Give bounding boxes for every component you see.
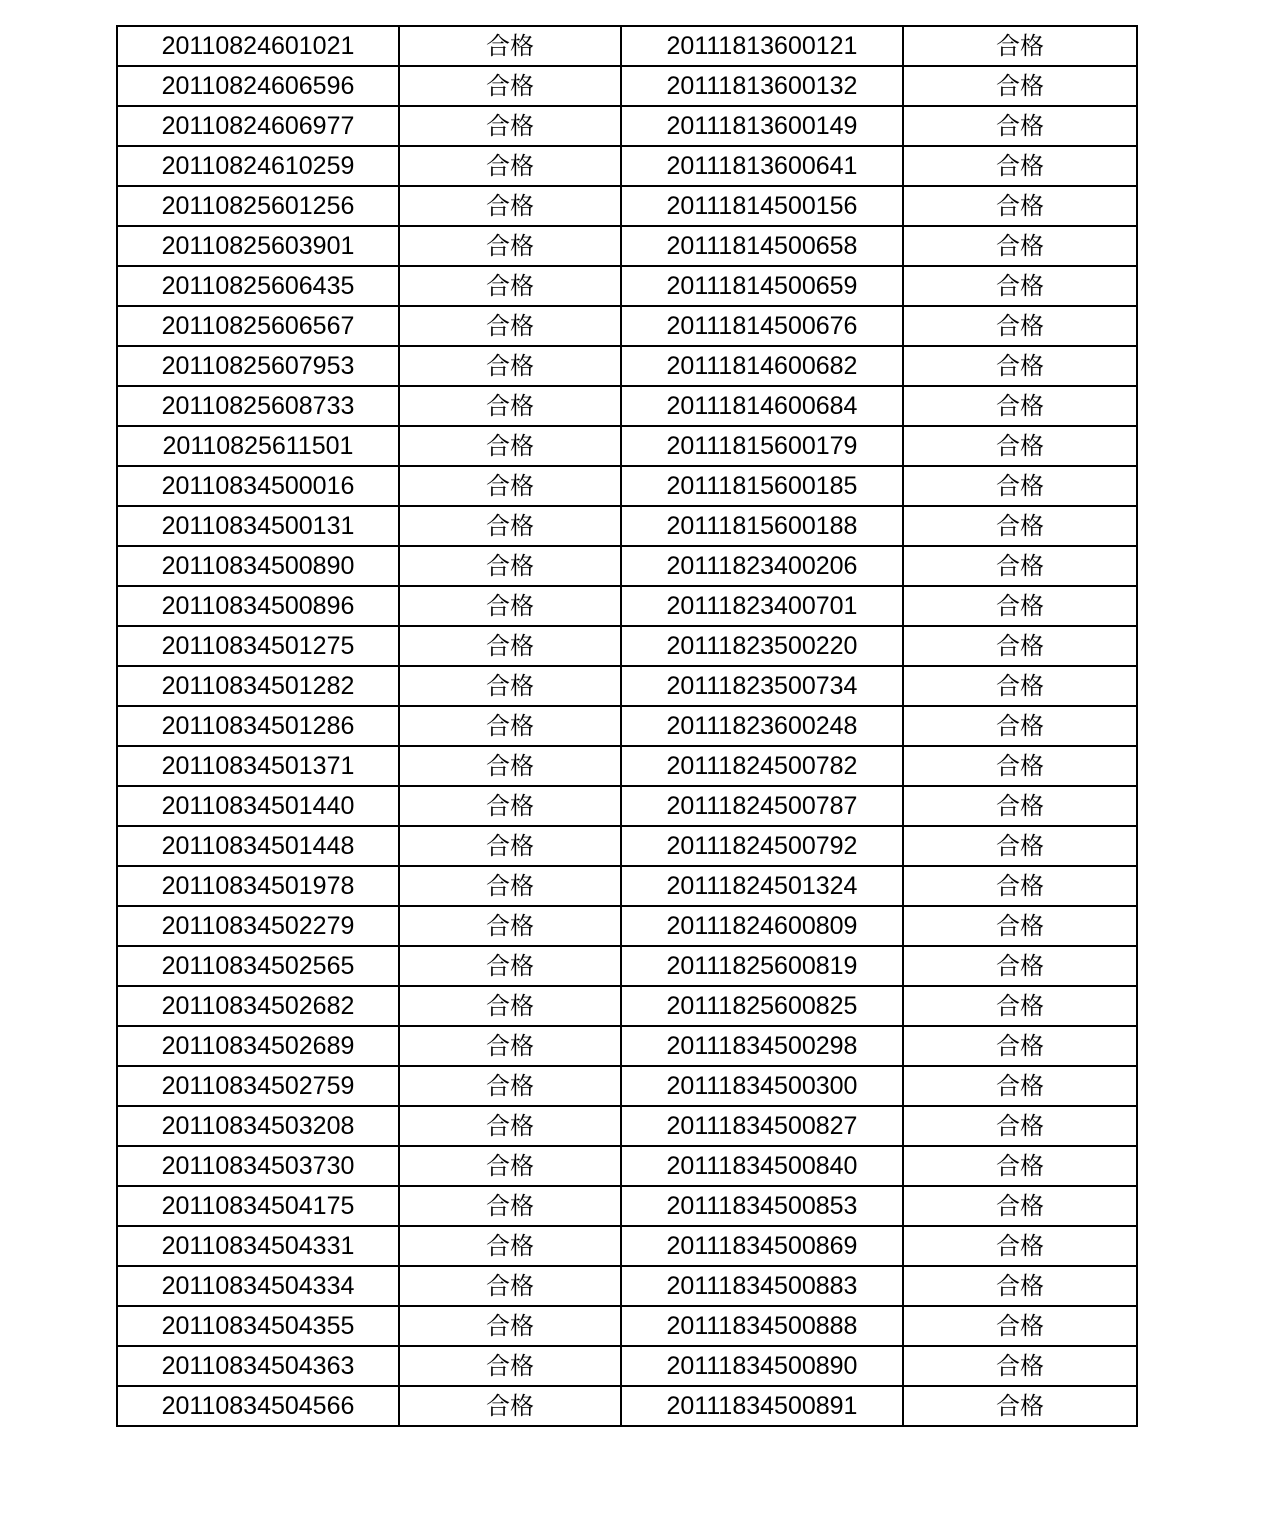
status-cell: 合格 bbox=[399, 306, 621, 346]
id-cell: 20110825603901 bbox=[117, 226, 399, 266]
table-row bbox=[117, 266, 1137, 306]
id-cell: 20111825600819 bbox=[621, 946, 903, 986]
status-cell: 合格 bbox=[399, 66, 621, 106]
table-row bbox=[117, 546, 1137, 586]
status-cell: 合格 bbox=[903, 66, 1137, 106]
status-cell: 合格 bbox=[903, 466, 1137, 506]
table-row bbox=[117, 466, 1137, 506]
table-row bbox=[117, 226, 1137, 266]
id-cell: 20111834500840 bbox=[621, 1146, 903, 1186]
id-cell: 20111824501324 bbox=[621, 866, 903, 906]
status-cell: 合格 bbox=[399, 466, 621, 506]
id-cell: 20110834504566 bbox=[117, 1386, 399, 1426]
status-cell: 合格 bbox=[903, 426, 1137, 466]
status-cell: 合格 bbox=[903, 1266, 1137, 1306]
id-cell: 20110834500131 bbox=[117, 506, 399, 546]
status-cell: 合格 bbox=[399, 106, 621, 146]
id-cell: 20110834500896 bbox=[117, 586, 399, 626]
id-cell: 20111815600188 bbox=[621, 506, 903, 546]
status-cell: 合格 bbox=[903, 826, 1137, 866]
table-row bbox=[117, 1066, 1137, 1106]
id-cell: 20110834502682 bbox=[117, 986, 399, 1026]
status-cell: 合格 bbox=[903, 1026, 1137, 1066]
status-cell: 合格 bbox=[399, 26, 621, 66]
table-row bbox=[117, 906, 1137, 946]
id-cell: 20111834500300 bbox=[621, 1066, 903, 1106]
status-cell: 合格 bbox=[903, 1386, 1137, 1426]
status-cell: 合格 bbox=[903, 546, 1137, 586]
status-cell: 合格 bbox=[399, 626, 621, 666]
id-cell: 20111813600641 bbox=[621, 146, 903, 186]
id-cell: 20111823500734 bbox=[621, 666, 903, 706]
status-cell: 合格 bbox=[903, 1066, 1137, 1106]
results-table-body bbox=[117, 26, 1137, 1426]
table-row bbox=[117, 1026, 1137, 1066]
status-cell: 合格 bbox=[903, 746, 1137, 786]
id-cell: 20111825600825 bbox=[621, 986, 903, 1026]
id-cell: 20110825606435 bbox=[117, 266, 399, 306]
status-cell: 合格 bbox=[399, 1146, 621, 1186]
id-cell: 20111813600149 bbox=[621, 106, 903, 146]
status-cell: 合格 bbox=[399, 1066, 621, 1106]
status-cell: 合格 bbox=[399, 986, 621, 1026]
table-row bbox=[117, 386, 1137, 426]
status-cell: 合格 bbox=[903, 986, 1137, 1026]
id-cell: 20111823500220 bbox=[621, 626, 903, 666]
status-cell: 合格 bbox=[903, 186, 1137, 226]
id-cell: 20111814500156 bbox=[621, 186, 903, 226]
id-cell: 20110834501448 bbox=[117, 826, 399, 866]
table-row bbox=[117, 506, 1137, 546]
id-cell: 20111824500787 bbox=[621, 786, 903, 826]
table-row bbox=[117, 186, 1137, 226]
id-cell: 20111823600248 bbox=[621, 706, 903, 746]
status-cell: 合格 bbox=[399, 1386, 621, 1426]
id-cell: 20111814600684 bbox=[621, 386, 903, 426]
id-cell: 20110834503730 bbox=[117, 1146, 399, 1186]
status-cell: 合格 bbox=[399, 1226, 621, 1266]
id-cell: 20110834502279 bbox=[117, 906, 399, 946]
table-row bbox=[117, 1346, 1137, 1386]
status-cell: 合格 bbox=[399, 1106, 621, 1146]
table-row bbox=[117, 1186, 1137, 1226]
status-cell: 合格 bbox=[399, 746, 621, 786]
table-row bbox=[117, 946, 1137, 986]
status-cell: 合格 bbox=[903, 346, 1137, 386]
table-row bbox=[117, 986, 1137, 1026]
table-row bbox=[117, 1146, 1137, 1186]
id-cell: 20110834501282 bbox=[117, 666, 399, 706]
id-cell: 20110824610259 bbox=[117, 146, 399, 186]
table-row bbox=[117, 426, 1137, 466]
status-cell: 合格 bbox=[399, 346, 621, 386]
status-cell: 合格 bbox=[903, 626, 1137, 666]
id-cell: 20110825606567 bbox=[117, 306, 399, 346]
status-cell: 合格 bbox=[903, 1346, 1137, 1386]
id-cell: 20111823400206 bbox=[621, 546, 903, 586]
status-cell: 合格 bbox=[399, 946, 621, 986]
id-cell: 20111834500890 bbox=[621, 1346, 903, 1386]
table-row bbox=[117, 146, 1137, 186]
id-cell: 20111834500869 bbox=[621, 1226, 903, 1266]
status-cell: 合格 bbox=[399, 586, 621, 626]
status-cell: 合格 bbox=[399, 1026, 621, 1066]
table-row bbox=[117, 826, 1137, 866]
id-cell: 20110834501978 bbox=[117, 866, 399, 906]
table-row bbox=[117, 1226, 1137, 1266]
id-cell: 20110825611501 bbox=[117, 426, 399, 466]
status-cell: 合格 bbox=[399, 226, 621, 266]
status-cell: 合格 bbox=[903, 226, 1137, 266]
status-cell: 合格 bbox=[903, 786, 1137, 826]
id-cell: 20111834500888 bbox=[621, 1306, 903, 1346]
id-cell: 20110834503208 bbox=[117, 1106, 399, 1146]
status-cell: 合格 bbox=[903, 866, 1137, 906]
id-cell: 20111814500659 bbox=[621, 266, 903, 306]
table-row bbox=[117, 786, 1137, 826]
status-cell: 合格 bbox=[903, 906, 1137, 946]
status-cell: 合格 bbox=[399, 266, 621, 306]
id-cell: 20110834501275 bbox=[117, 626, 399, 666]
id-cell: 20110834501440 bbox=[117, 786, 399, 826]
id-cell: 20110825607953 bbox=[117, 346, 399, 386]
id-cell: 20110834502759 bbox=[117, 1066, 399, 1106]
id-cell: 20111834500827 bbox=[621, 1106, 903, 1146]
status-cell: 合格 bbox=[399, 706, 621, 746]
table-row bbox=[117, 306, 1137, 346]
status-cell: 合格 bbox=[399, 866, 621, 906]
status-cell: 合格 bbox=[399, 1266, 621, 1306]
table-row bbox=[117, 586, 1137, 626]
status-cell: 合格 bbox=[903, 146, 1137, 186]
id-cell: 20111813600132 bbox=[621, 66, 903, 106]
table-row bbox=[117, 346, 1137, 386]
table-row bbox=[117, 1306, 1137, 1346]
status-cell: 合格 bbox=[399, 906, 621, 946]
status-cell: 合格 bbox=[399, 426, 621, 466]
id-cell: 20111834500298 bbox=[621, 1026, 903, 1066]
id-cell: 20110834500890 bbox=[117, 546, 399, 586]
table-row bbox=[117, 746, 1137, 786]
status-cell: 合格 bbox=[903, 1306, 1137, 1346]
status-cell: 合格 bbox=[399, 546, 621, 586]
id-cell: 20111815600179 bbox=[621, 426, 903, 466]
status-cell: 合格 bbox=[903, 1226, 1137, 1266]
status-cell: 合格 bbox=[399, 146, 621, 186]
id-cell: 20111834500853 bbox=[621, 1186, 903, 1226]
table-row bbox=[117, 706, 1137, 746]
id-cell: 20111824500792 bbox=[621, 826, 903, 866]
table-row bbox=[117, 1266, 1137, 1306]
id-cell: 20110834501371 bbox=[117, 746, 399, 786]
status-cell: 合格 bbox=[903, 1186, 1137, 1226]
table-row bbox=[117, 626, 1137, 666]
id-cell: 20111834500883 bbox=[621, 1266, 903, 1306]
status-cell: 合格 bbox=[903, 946, 1137, 986]
id-cell: 20111824500782 bbox=[621, 746, 903, 786]
status-cell: 合格 bbox=[399, 826, 621, 866]
status-cell: 合格 bbox=[903, 506, 1137, 546]
id-cell: 20110834501286 bbox=[117, 706, 399, 746]
id-cell: 20110834502689 bbox=[117, 1026, 399, 1066]
id-cell: 20111824600809 bbox=[621, 906, 903, 946]
status-cell: 合格 bbox=[903, 306, 1137, 346]
status-cell: 合格 bbox=[903, 26, 1137, 66]
id-cell: 20111814500676 bbox=[621, 306, 903, 346]
id-cell: 20110824606977 bbox=[117, 106, 399, 146]
table-row bbox=[117, 106, 1137, 146]
status-cell: 合格 bbox=[399, 1346, 621, 1386]
id-cell: 20111815600185 bbox=[621, 466, 903, 506]
id-cell: 20110834504334 bbox=[117, 1266, 399, 1306]
table-row bbox=[117, 26, 1137, 66]
id-cell: 20110834504175 bbox=[117, 1186, 399, 1226]
id-cell: 20110824601021 bbox=[117, 26, 399, 66]
id-cell: 20110834504355 bbox=[117, 1306, 399, 1346]
status-cell: 合格 bbox=[903, 106, 1137, 146]
table-row bbox=[117, 1386, 1137, 1426]
id-cell: 20110834500016 bbox=[117, 466, 399, 506]
table-row bbox=[117, 1106, 1137, 1146]
id-cell: 20111813600121 bbox=[621, 26, 903, 66]
table-row bbox=[117, 66, 1137, 106]
status-cell: 合格 bbox=[399, 386, 621, 426]
id-cell: 20110834502565 bbox=[117, 946, 399, 986]
id-cell: 20111814500658 bbox=[621, 226, 903, 266]
status-cell: 合格 bbox=[903, 1106, 1137, 1146]
id-cell: 20110834504363 bbox=[117, 1346, 399, 1386]
status-cell: 合格 bbox=[903, 266, 1137, 306]
table-row bbox=[117, 866, 1137, 906]
status-cell: 合格 bbox=[903, 386, 1137, 426]
table-row bbox=[117, 666, 1137, 706]
status-cell: 合格 bbox=[399, 506, 621, 546]
results-table bbox=[116, 25, 1138, 1427]
id-cell: 20111834500891 bbox=[621, 1386, 903, 1426]
id-cell: 20110824606596 bbox=[117, 66, 399, 106]
status-cell: 合格 bbox=[399, 1186, 621, 1226]
status-cell: 合格 bbox=[903, 666, 1137, 706]
id-cell: 20110834504331 bbox=[117, 1226, 399, 1266]
status-cell: 合格 bbox=[399, 666, 621, 706]
status-cell: 合格 bbox=[903, 1146, 1137, 1186]
id-cell: 20111823400701 bbox=[621, 586, 903, 626]
status-cell: 合格 bbox=[399, 786, 621, 826]
id-cell: 20110825601256 bbox=[117, 186, 399, 226]
status-cell: 合格 bbox=[903, 586, 1137, 626]
id-cell: 20110825608733 bbox=[117, 386, 399, 426]
status-cell: 合格 bbox=[399, 1306, 621, 1346]
status-cell: 合格 bbox=[399, 186, 621, 226]
status-cell: 合格 bbox=[903, 706, 1137, 746]
id-cell: 20111814600682 bbox=[621, 346, 903, 386]
